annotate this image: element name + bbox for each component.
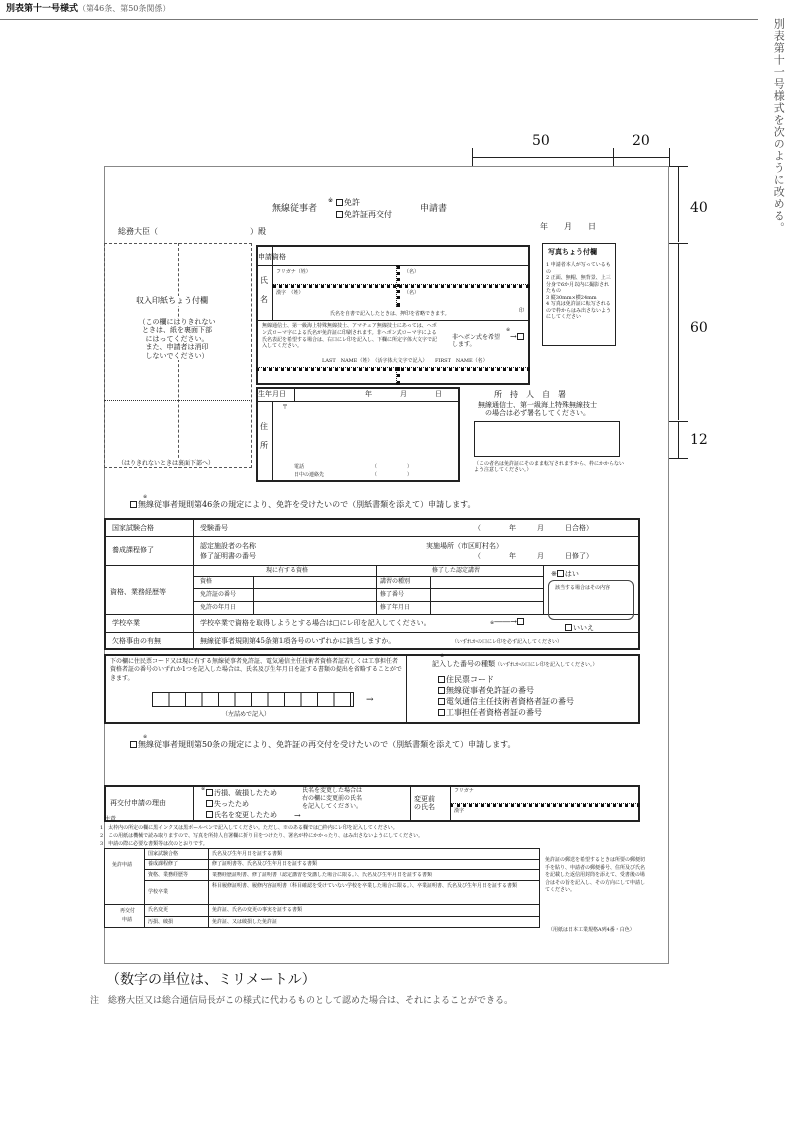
dim-12-label: 12 [690, 432, 708, 448]
dim-40-label: 40 [690, 200, 708, 216]
checkbox[interactable] [130, 501, 137, 508]
dim-tick [668, 421, 688, 422]
header-rule [0, 19, 758, 20]
qual-label: 申請資格 [258, 253, 286, 261]
asterisk: ※ [551, 570, 557, 578]
kind-option[interactable] [438, 675, 494, 685]
roman-name-header: LAST NAME（姓） （活字体大文字で記入） FIRST NAME（名） [322, 358, 488, 364]
birth-label: 生年月日 [258, 390, 286, 398]
yes-label: はい [564, 570, 579, 578]
r3-h2: 修了した認定講習 [432, 567, 481, 574]
kanji-mei: （名） [404, 290, 420, 296]
arrow-icon: → [294, 811, 301, 820]
reason-option[interactable] [206, 789, 277, 797]
paper-note: （用紙は日本工業規格A列4番・白色） [548, 927, 635, 933]
r4-label: 学校卒業 [112, 619, 140, 627]
col-line [410, 785, 411, 822]
asterisk: ※ [143, 734, 148, 740]
opt-label: 免許証再交付 [344, 210, 392, 219]
kind-option[interactable] [438, 697, 574, 707]
r3-no[interactable] [565, 624, 594, 632]
form-title-prefix: 無線従事者 [272, 204, 318, 214]
notes-cell: 科目履修証明書、履修内容証明書（科目確認を受けていない学校を卒業した場合に限る。）、卒業証明書、氏名及び生年月日を証する書類 [212, 883, 518, 889]
r1-date: （ 年 月 日合格） [474, 524, 593, 532]
dim-line-50 [472, 157, 613, 158]
checkbox[interactable] [206, 811, 213, 818]
left-align-note: （左詰めで記入） [222, 711, 271, 718]
checkbox[interactable] [130, 741, 137, 748]
stamp-note: （この欄にはりきれない ときは、紙を裏面下部 にはってください。 また、申請者は消印 しないでください） [132, 318, 222, 360]
col-line [396, 265, 400, 307]
name-label: 氏 名 [260, 276, 268, 305]
stamp-bottom-note: （はりきれないときは裏面下部へ） [118, 460, 215, 467]
form-date: 年 月 日 [540, 222, 596, 231]
sec2-checkbox[interactable] [130, 740, 516, 750]
notes-group: 申請 [122, 917, 133, 923]
dim-line-40 [678, 166, 679, 242]
r3-yes[interactable] [551, 570, 579, 578]
signature-field[interactable] [474, 421, 620, 457]
r5-label: 欠格事由の有無 [112, 637, 161, 645]
seal-mark: 印 [519, 308, 525, 314]
dim-tick [668, 458, 688, 459]
name-note: 氏名を自書で記入したときは、押印を省略できます。 [330, 311, 450, 317]
row-line [144, 859, 540, 860]
r5-note: （いずれかの口にレ印を必ず記入してください） [452, 639, 563, 645]
photo-title: 写真ちょう付欄 [548, 247, 597, 256]
asterisk: ※ [201, 786, 206, 792]
notes-cell: 氏名及び生年月日を証する書類 [212, 851, 283, 857]
sec1-checkbox[interactable] [130, 500, 476, 510]
r2-place: 実施場所（市区町村名） [426, 542, 503, 550]
sec2-text: 無線従事者規則第50条の規定により、免許証の再交付を受けたいので（別紙書類を添えて）申請します。 [138, 740, 516, 749]
row-line [144, 916, 540, 917]
notes-group: 再交付 [120, 908, 136, 914]
reason-option[interactable] [206, 811, 277, 819]
row-line [256, 265, 530, 266]
kanji-sei: 漢字 （姓） [276, 290, 304, 296]
note-item: 1 太枠内の所定の欄に黒インク又は黒ボールペンで記入してください。ただし、※のある欄では□枠内にレ印を記入してください。 [100, 825, 398, 831]
kind-option[interactable] [438, 686, 534, 696]
kind-label: 工事担任者資格者証の番号 [446, 708, 542, 717]
row-line [450, 803, 640, 807]
kind-label: 電気通信主任技術者資格者証の番号 [446, 697, 574, 706]
notes-title: 注意 [104, 816, 117, 823]
r2-label: 養成課程修了 [112, 546, 154, 554]
r3-h1: 現に有する資格 [266, 567, 309, 574]
checkbox[interactable] [206, 800, 213, 807]
address-label: 住 所 [260, 422, 268, 451]
note-item: 3 申請の際に必要な書類等は次のとおりです。 [100, 841, 208, 847]
r3-c3: 免許の年月日 [200, 604, 237, 611]
opt-reissue[interactable] [336, 210, 392, 220]
roman-note: 無線通信士、第一級海上特殊無線技士、アマチュア無線技士にあっては、ヘボン式ローマ字による氏名が免許証に印刷されます。非ヘボン式ローマ字による氏名表記を希望する場合は、右口にレ印を記入し、下欄に所定字体大文字で記入してください。 [262, 323, 438, 350]
resident-text: 下の欄に住民票コード又は現に有する無線従事者免許証、電気通信主任技術者資格者証若しくは工事担任者資格者証の番号のいずれか1つを記入した場合は、氏名及び生年月日を証する書類の提出を省略することができます。 [110, 658, 402, 682]
row-line [256, 367, 530, 371]
notes-cell: 免許証、氏名の変更の事実を証する書類 [212, 907, 303, 913]
kind-option[interactable] [438, 708, 542, 718]
dim-line-60 [678, 244, 679, 420]
r2-c2: 修了証明書の番号 [200, 552, 256, 560]
notes-cell: 氏名変更 [148, 907, 169, 913]
reason-text: 失ったため [214, 800, 249, 808]
reason-option[interactable] [206, 800, 249, 808]
asterisk: ※ [506, 327, 511, 333]
photo-notes: 1 申請者本人が写っているもの 2 正面、無帽、無背景、上三分身で6か月以内に撮影されたもの 3 縦30mm×横24mm 4 写真は免許証に転写されるので枠からはみ出さないようにしてください [546, 262, 612, 320]
r3-c1: 資格 [200, 578, 213, 585]
r3-label: 資格、業務経歴等 [110, 588, 166, 596]
r3-d1: 講習の種別 [380, 578, 411, 585]
notes-cell: 汚損、破損 [148, 919, 174, 925]
addressee-end: ）殿 [250, 227, 266, 236]
dim-50-label: 50 [532, 133, 550, 149]
col-line [272, 401, 273, 482]
kind-title: 記入した番号の種類 [432, 660, 495, 668]
r2-date: （ 年 月 日修了） [474, 552, 593, 560]
col-line [376, 565, 377, 614]
kind-label: 住民票コード [446, 675, 494, 684]
col-line [430, 576, 431, 614]
sec1-text: 無線従事者規則第46条の規定により、免許を受けたいので（別紙書類を添えて）申請します。 [138, 500, 476, 509]
change-note: 氏名を変更した場合は 右の欄に変更前の氏名 を記入してください。 [302, 787, 363, 811]
arrow-icon: → [366, 695, 374, 705]
checkbox[interactable] [517, 618, 524, 625]
notes-cell: 免許証、又は破損した免許証 [212, 919, 278, 925]
contact-paren: （ ） [372, 472, 413, 478]
header-ref: （第46条、第50条関係） [78, 4, 171, 13]
row-line [193, 576, 543, 577]
asterisk: ※ [328, 197, 334, 204]
row-line [272, 284, 530, 288]
dim-60-label: 60 [690, 320, 708, 336]
col-line [253, 576, 254, 614]
kind-label: 無線従事者免許証の番号 [446, 686, 534, 695]
prev-name-label: 変更前 の氏名 [414, 795, 435, 812]
row-line [193, 601, 543, 602]
asterisk: ※ [490, 620, 495, 626]
opt-label: 免許 [344, 198, 360, 207]
checkbox[interactable] [565, 624, 572, 631]
notes-cell: 学校卒業 [148, 889, 169, 895]
tel-label: 電話 [294, 464, 305, 470]
reason-text: 氏名を変更したため [214, 811, 277, 819]
checkbox[interactable] [438, 709, 445, 716]
note-item: 2 この用紙は機械で読み取りますので、写真を所持人自署欄に折り目をつけたり、署名が枠にかかったり、はみ出さないようにしてください。 [100, 833, 424, 839]
hepburn-label: 非ヘボン式を希望します。 [452, 334, 501, 349]
col-line [294, 387, 295, 401]
r4-checkbox[interactable]: ※――→ [490, 617, 525, 627]
reason-text: 汚損、破損したため [214, 789, 277, 797]
tel-paren: （ ） [372, 464, 413, 470]
row-line [193, 588, 543, 589]
notes-cell: 資格、業務経歴等 [148, 872, 189, 878]
signature-note2: （この者名は免許証にそのまま転写されますから、枠にかからないよう注意してください。） [474, 461, 625, 473]
col-line [193, 785, 194, 822]
dim-tick [669, 148, 670, 166]
signature-note: 無線通信士、第一級海上特殊無線技士 の場合は必ず署名してください。 [478, 401, 597, 418]
unit-note: （数字の単位は、ミリメートル） [106, 972, 316, 988]
row-line [104, 904, 540, 905]
row-line [104, 632, 640, 633]
kind-note: （いずれかの口にレ印を記入してください。） [495, 662, 598, 668]
r3-d2: 修了番号 [380, 591, 405, 598]
number-entry-field[interactable] [152, 692, 354, 707]
hepburn-checkbox[interactable]: → [510, 332, 525, 342]
row-line [256, 401, 460, 402]
header-title: 別表第十一号様式 [6, 4, 79, 14]
form-title-suffix: 申請書 [420, 204, 448, 214]
kind-title-wrap [432, 660, 598, 668]
checkbox[interactable] [438, 676, 445, 683]
dim-tick [668, 166, 688, 167]
opt-license[interactable] [336, 198, 360, 208]
asterisk: ※ [143, 494, 148, 500]
reason-label: 再交付申請の理由 [110, 799, 166, 807]
checkbox[interactable] [336, 199, 343, 206]
r3-c2: 免許証の番号 [200, 591, 237, 598]
r3-d3: 修了年月日 [380, 604, 411, 611]
col-line [396, 367, 400, 385]
prev-furigana: フリガナ [454, 788, 474, 794]
r3-yes-note: 該当する場合はその内容 [555, 585, 611, 591]
dim-line-20 [614, 157, 669, 158]
notes-group: 免許申請 [112, 862, 133, 868]
asterisk: ※ [440, 653, 445, 659]
r1-label: 国家試験合格 [112, 524, 154, 532]
checkbox[interactable] [206, 789, 213, 796]
dim-20-label: 20 [632, 133, 650, 149]
stamp-title: 収入印紙ちょう付欄 [136, 296, 208, 305]
notes-cell: 養成課程修了 [148, 861, 179, 867]
notes-cell: 修了証明書等、氏名及び生年月日を証する書類 [212, 861, 318, 867]
dim-line-12 [678, 422, 679, 458]
col-line [406, 654, 407, 724]
checkbox[interactable] [438, 687, 445, 694]
row-line [256, 320, 530, 321]
notes-right: 免許証の郵送を希望するときは所要の郵便切手を貼り、申請者の郵便番号、住所及び氏名を記載した返信用封筒を添えて、受書後の場合はその旨を記入し、その方向にして申請してください。 [545, 857, 646, 893]
page-header [6, 4, 170, 15]
no-label: いいえ [573, 624, 594, 632]
dim-tick [668, 243, 688, 244]
furigana-mei: （名） [404, 269, 420, 275]
r2-c1: 認定施設者の名称 [200, 542, 256, 550]
dim-tick [472, 148, 473, 166]
checkbox[interactable] [517, 333, 524, 340]
side-note: 別表第十一号様式を次のように改める。 [772, 18, 786, 234]
day-contact-label: 日中の連絡先 [294, 472, 325, 478]
notes-cell: 国家試験合格 [148, 851, 179, 857]
prev-kanji: 漢字 [454, 808, 465, 814]
notes-cell: 業務経歴証明書、修了証明書（認定講習を受講した場合に限る。）、氏名及び生年月日を証する書類 [212, 872, 433, 878]
furigana-sei: フリガナ（姓） [276, 269, 311, 275]
checkbox[interactable] [438, 698, 445, 705]
row-line [104, 565, 640, 566]
col-line [193, 518, 194, 650]
addressee: 総務大臣（ [118, 227, 158, 236]
r1-content: 受験番号 [200, 524, 228, 532]
footer-note: 注 総務大臣又は総合通信局長がこの様式に代わるものとして認めた場合は、それによることができる。 [90, 996, 514, 1006]
stamp-divider [104, 400, 252, 401]
checkbox[interactable] [557, 570, 564, 577]
r5-content: 無線従事者規則第45条第1項各号のいずれかに該当しますか。 [200, 637, 396, 645]
postal-mark: 〒 [282, 404, 289, 411]
row-line [104, 536, 640, 537]
dim-tick [613, 148, 614, 166]
signature-title: 所 持 人 自 署 [494, 390, 566, 399]
birth-date: 年 月 日 [365, 390, 442, 398]
row-line [144, 880, 540, 881]
r4-content: 学校卒業で資格を取得しようとする場合は□にレ印を記入してください。 [200, 619, 431, 627]
col-line [543, 565, 544, 614]
row-line [144, 869, 540, 870]
checkbox[interactable] [336, 211, 343, 218]
